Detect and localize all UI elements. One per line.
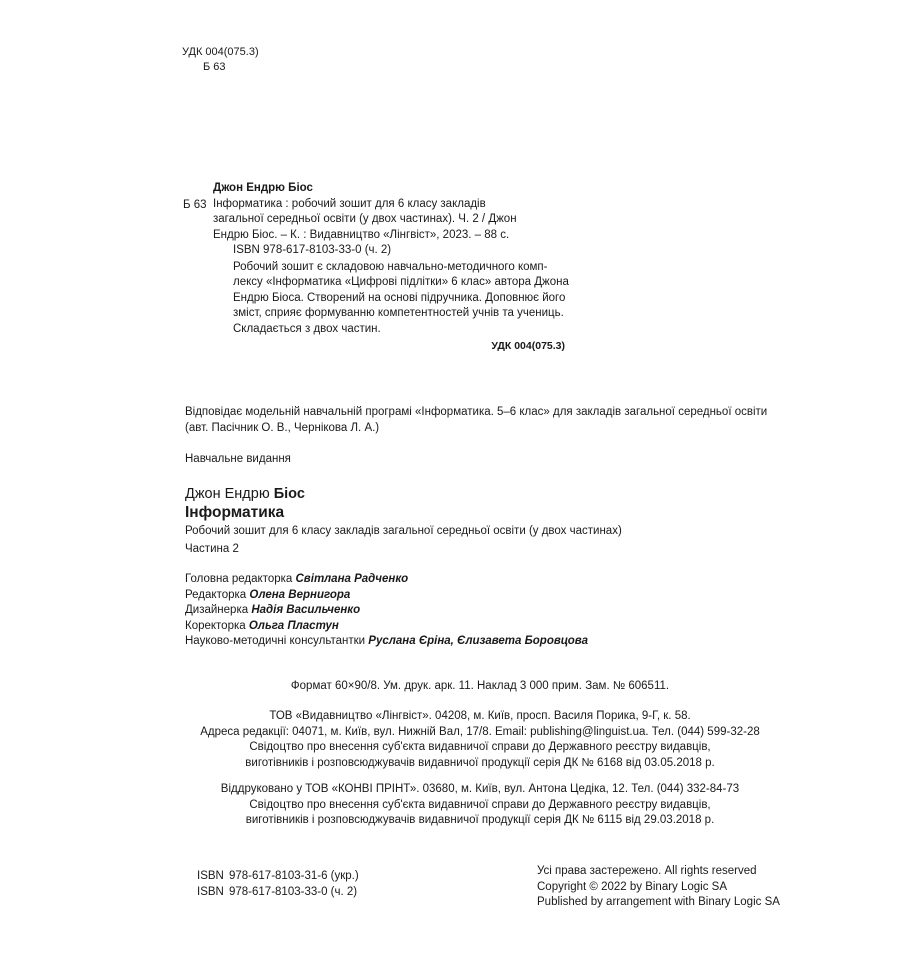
isbn-label: ISBN [197,885,224,898]
card-description-line: Робочий зошит є складовою навчально-методичного комп- [233,260,548,273]
catalog-card [213,181,569,353]
publisher-line: Свідоцтво про внесення суб'єкта видавничої справи до Державного реєстру видавців, [249,741,711,754]
credit-name: Олена Вернигора [249,588,351,601]
card-bbk-code: Б 63 [183,199,207,211]
credit-role: Редакторка [185,588,250,601]
printer-line: Свідоцтво про внесення суб'єкта видавничої справи до Державного реєстру видавців, [249,798,711,811]
credit-role: Коректорка [185,619,249,632]
credit-name: Руслана Єріна, Єлизавета Боровцова [368,635,588,648]
book-subtitle: Робочий зошит для 6 класу закладів загальної середньої освіти (у двох частинах) [185,525,622,537]
isbn-value: 978-617-8103-33-0 (ч. 2) [229,885,358,898]
format-info: Формат 60×90/8. Ум. друк. арк. 11. Наклад 3 000 прим. Зам. № 606511. [290,680,670,692]
isbn-label: ISBN [197,870,224,882]
edition-type: Навчальне видання [185,453,291,465]
isbn-value: 978-617-8103-31-6 (укр.) [229,870,359,882]
publisher-line: Адреса редакції: 04071, м. Київ, вул. Нижній Вал, 17/8. Email: publishing@linguist.ua. Тел. (044) 599-32-28 [200,725,760,738]
publisher-line: ТОВ «Видавництво «Лінгвіст». 04208, м. Київ, просп. Василя Порика, 9-Г, к. 58. [269,710,691,722]
isbn-list [197,869,359,900]
card-description-line: лексу «Інформатика «Цифрові підлітки» 6 клас» автора Джона [233,276,569,289]
title-author [185,485,305,505]
rights-line: Published by arrangement with Binary Logic SA [537,896,780,909]
conformity-note [185,405,767,436]
printer-line: виготівників і розповсюджувачів видавничої продукції серія ДК № 6115 від 29.03.2018 р. [245,814,715,827]
udk-code: УДК 004(075.3) [182,46,259,58]
printer-info [180,782,780,829]
card-description [213,260,569,338]
credit-name: Надія Васильченко [251,604,361,617]
printer-line: Віддруковано у ТОВ «КОНВІ ПРІНТ». 03680, м. Київ, вул. Антона Цедіка, 12. Тел. (044) 332-84-73 [220,783,740,795]
card-line: Ендрю Біос. – К. : Видавництво «Лінгвіст», 2023. – 88 с. [213,228,510,241]
credit-name: Світлана Радченко [295,573,409,585]
bbk-code: Б 63 [203,61,226,73]
card-udk: УДК 004(075.3) [491,340,565,353]
title-author-first: Джон Ендрю [185,486,274,502]
credit-role: Дизайнерка [185,604,252,617]
publisher-line: виготівників і розповсюджувачів видавничої продукції серія ДК № 6168 від 03.05.2018 р. [245,756,715,769]
title-author-last: Біос [273,486,305,502]
conformity-line: Відповідає модельній навчальній програмі «Інформатика. 5–6 клас» для закладів загальної середньої освіти [185,406,768,418]
card-description-line: Ендрю Біоса. Створений на основі підручника. Доповнює його [233,291,566,304]
book-part: Частина 2 [185,543,239,555]
card-line: загальної середньої освіти (у двох частинах). Ч. 2 / Джон [213,213,517,226]
card-isbn: ISBN 978-617-8103-33-0 (ч. 2) [233,244,392,257]
credit-row [185,619,588,635]
rights-line: Copyright © 2022 by Binary Logic SA [537,880,728,893]
credit-name: Ольга Пластун [248,619,339,632]
credit-role: Головна редакторка [185,573,296,585]
card-author: Джон Ендрю Біос [213,182,313,194]
credit-row [185,588,588,604]
isbn-row [197,885,359,901]
credit-role: Науково-методичні консультантки [185,635,369,648]
card-line: Інформатика : робочий зошит для 6 класу закладів [213,197,486,210]
credits [185,572,588,650]
rights-info [537,864,780,911]
book-title: Інформатика [185,504,285,521]
credit-row [185,634,588,650]
card-description-line: Складається з двох частин. [233,322,381,335]
rights-line: Усі права застережено. All rights reserved [537,865,757,877]
isbn-row [197,869,359,885]
credit-row [185,572,588,588]
conformity-line: (авт. Пасічник О. В., Чернікова Л. А.) [185,421,380,434]
publisher-info [180,709,780,771]
credit-row [185,603,588,619]
card-description-line: зміст, сприяє формуванню компетентностей учнів та учениць. [233,307,564,320]
